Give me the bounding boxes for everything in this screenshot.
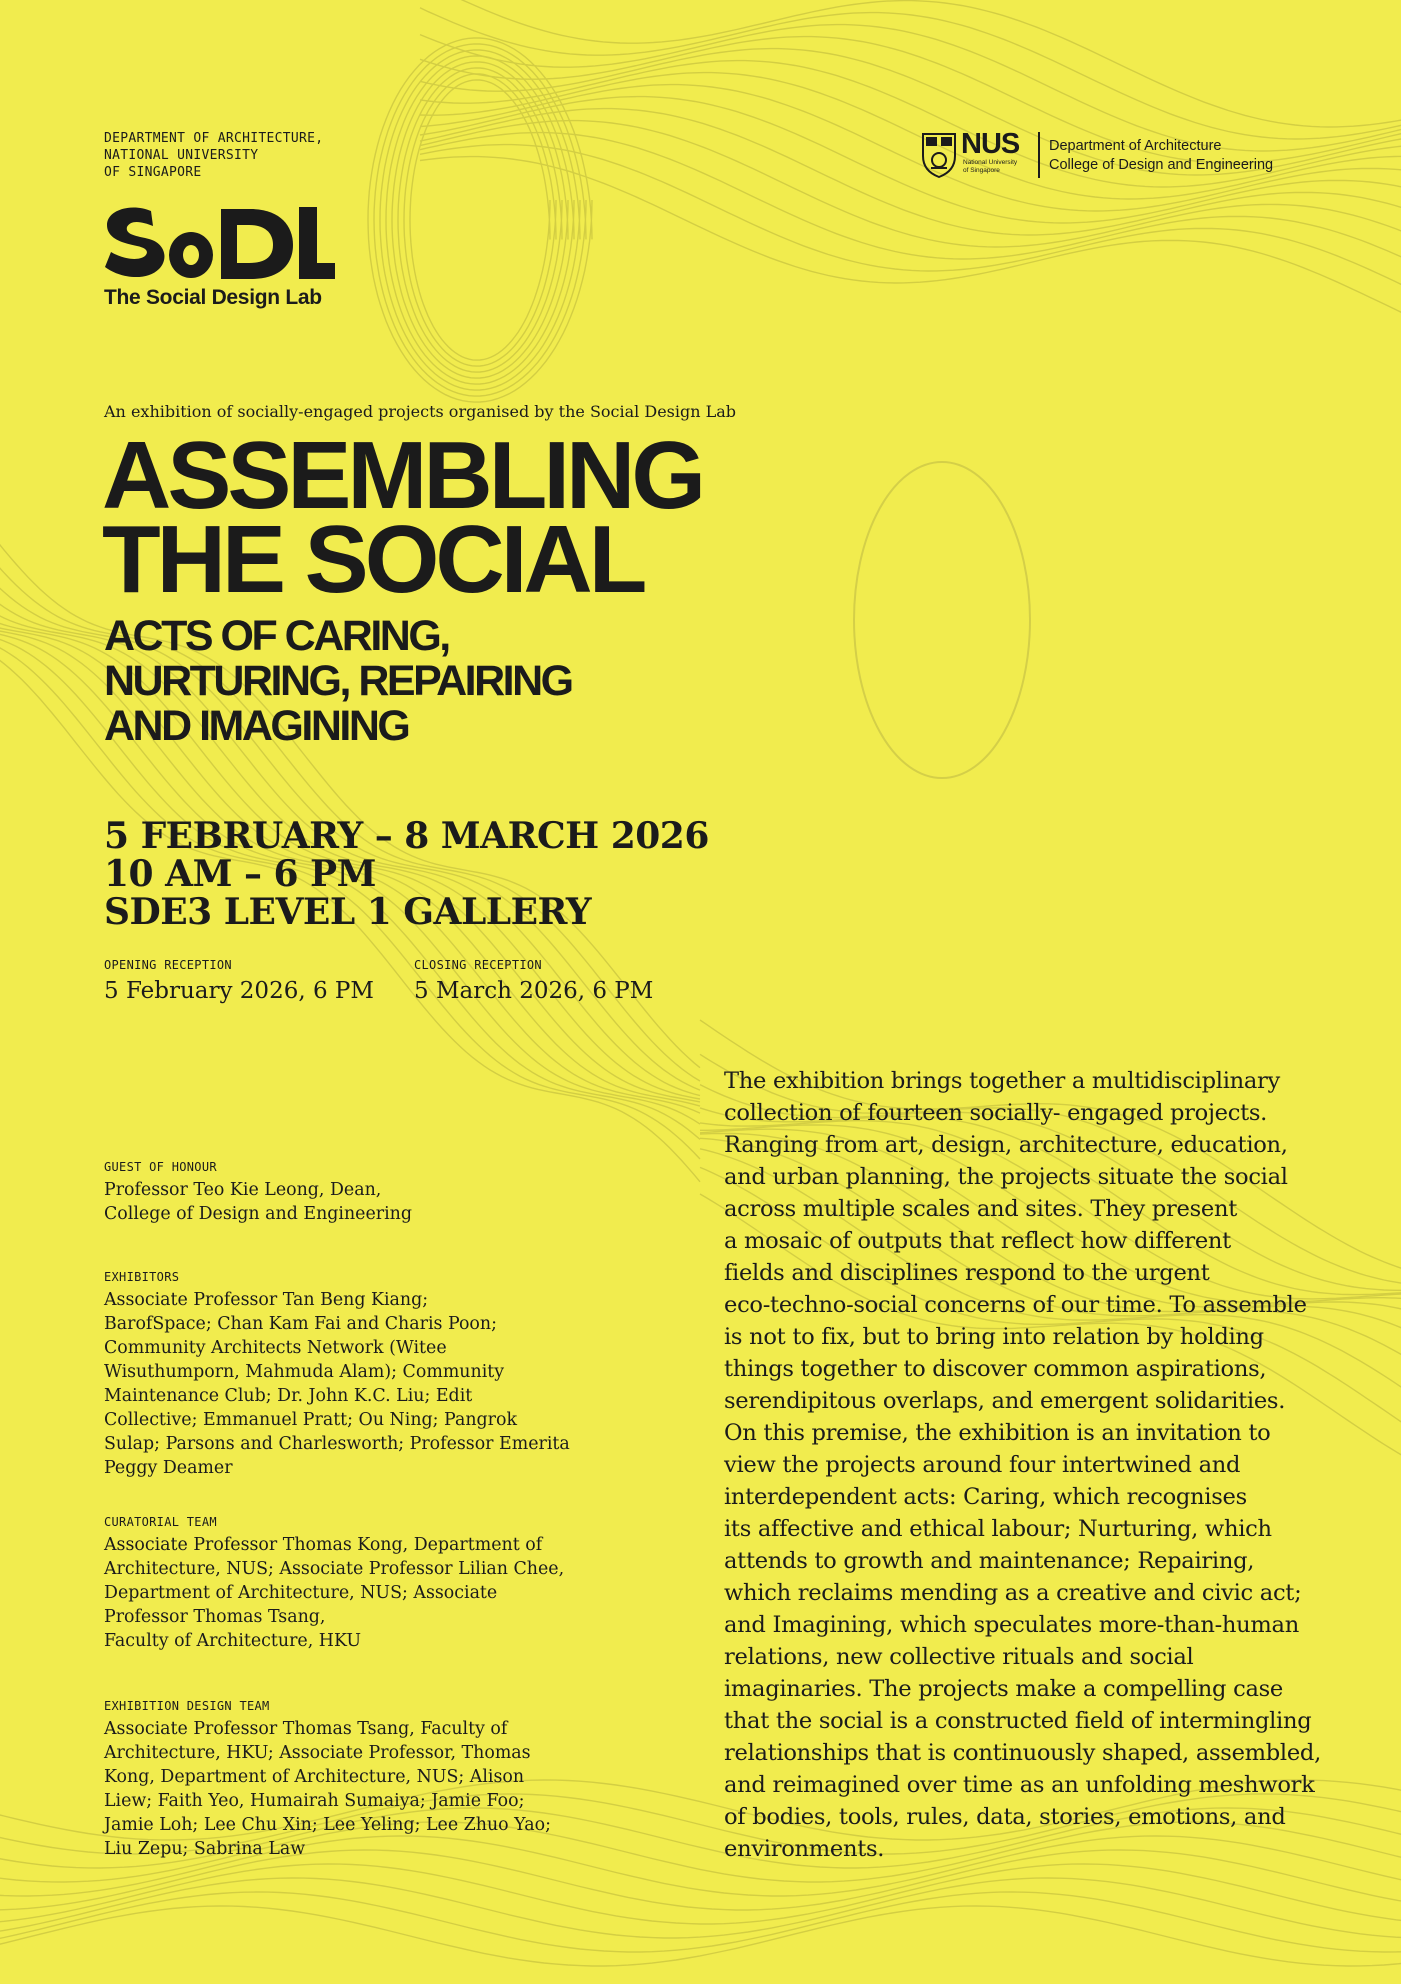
exhibition-dates: 5 FEBRUARY – 8 MARCH 2026 (104, 815, 709, 857)
closing-reception-label: CLOSING RECEPTION (414, 958, 542, 972)
nus-crest-icon (921, 132, 957, 178)
contour-line (0, 1906, 1401, 1966)
logo-divider (1038, 132, 1040, 178)
contour-line (420, 0, 1401, 127)
exhibition-design-team-body: Associate Professor Thomas Tsang, Faculty of Architecture, HKU; Associate Professor, Thomas Kong, Department of Architecture, NUS; Alison Liew; Faith Yeo, Humairah Sumaiya; Jamie Foo; Jamie Loh; Lee Chu Xin; Lee Yeling; Lee Zhuo Yao; Liu Zepu; Sabrina Law (104, 1719, 551, 1859)
opening-reception-label: OPENING RECEPTION (104, 958, 232, 972)
guest-of-honour-body: Professor Teo Kie Leong, Dean, College of Design and Engineering (104, 1180, 412, 1224)
exhibition-hours: 10 AM – 6 PM (104, 853, 376, 895)
nus-department-text: Department of Architecture College of Design and Engineering (1049, 138, 1274, 173)
curatorial-team-label: CURATORIAL TEAM (104, 1515, 217, 1529)
exhibitors-label: EXHIBITORS (104, 1270, 180, 1284)
curatorial-team-section (104, 1515, 594, 1653)
exhibition-venue: SDE3 LEVEL 1 GALLERY (104, 891, 592, 933)
opening-reception-value: 5 February 2026, 6 PM (104, 978, 374, 1004)
exhibition-intro: An exhibition of socially-engaged projects organised by the Social Design Lab (104, 402, 737, 421)
nus-subtitle: National University of Singapore (963, 159, 1018, 174)
exhibition-design-team-label: EXHIBITION DESIGN TEAM (104, 1699, 270, 1713)
department-label: DEPARTMENT OF ARCHITECTURE, NATIONAL UNIVERSITY OF SINGAPORE (104, 131, 324, 180)
nus-wordmark: NUS (961, 128, 1020, 160)
guest-of-honour-section (104, 1160, 594, 1226)
exhibitors-section (104, 1270, 594, 1480)
lab-name: The Social Design Lab (104, 286, 322, 309)
exhibition-subtitle: ACTS OF CARING, NURTURING, REPAIRING AND IMAGINING (104, 612, 572, 750)
exhibition-title: ASSEMBLING THE SOCIAL (102, 422, 703, 613)
contour-line (404, 74, 556, 366)
contour-line (386, 56, 574, 384)
contour-line (420, 8, 1401, 139)
nus-logo (921, 128, 1291, 182)
contour-line (398, 68, 562, 372)
curatorial-team-body: Associate Professor Thomas Kong, Department of Architecture, NUS; Associate Professor Lilian Chee, Department of Architecture, NUS; Associate Professor Thomas Tsang, Faculty of Architecture, HKU (104, 1535, 565, 1651)
exhibition-design-team-section (104, 1699, 594, 1861)
sodl-logo (103, 205, 335, 283)
guest-of-honour-label: GUEST OF HONOUR (104, 1160, 217, 1174)
exhibitors-body: Associate Professor Tan Beng Kiang; BarofSpace; Chan Kam Fai and Charis Poon; Community Architects Network (Witee Wisuthumporn, Mahmuda Alam); Community Maintenance Club; Dr. John K.C. Liu; Edit Collective; Emmanuel Pratt; Ou Ning; Pangrok Sulap; Parsons and Charlesworth; Professor Emerita Peggy Deamer (104, 1290, 570, 1478)
closing-reception-value: 5 March 2026, 6 PM (414, 978, 654, 1004)
exhibition-description: The exhibition brings together a multidisciplinary collection of fourteen socially- engaged projects. Ranging from art, design, architecture, education, and urban planning, the projects situate the social across multiple scales and sites. They present a mosaic of outputs that reflect how different fields and disciplines respond to the urgent eco-techno-social concerns of our time. To assemble is not to fix, but to bring into relation by holding things together to discover common aspirations, serendipitous overlaps, and emergent solidarities. On this premise, the exhibition is an invitation to view the projects around four intertwined and interdependent acts: Caring, which recognises its affective and ethical labour; Nurturing, which attends to growth and maintenance; Repairing, which reclaims mending as a creative and civic act; and Imagining, which speculates more-than-human relations, new collective rituals and social imaginaries. The projects make a compelling case that the social is a constructed field of intermingling relationships that is continuously shaped, assembled, and reimagined over time as an unfolding meshwork of bodies, tools, rules, data, stories, emotions, and environments. (724, 1068, 1321, 1862)
contour-line (410, 80, 550, 360)
exhibition-details (104, 817, 709, 931)
